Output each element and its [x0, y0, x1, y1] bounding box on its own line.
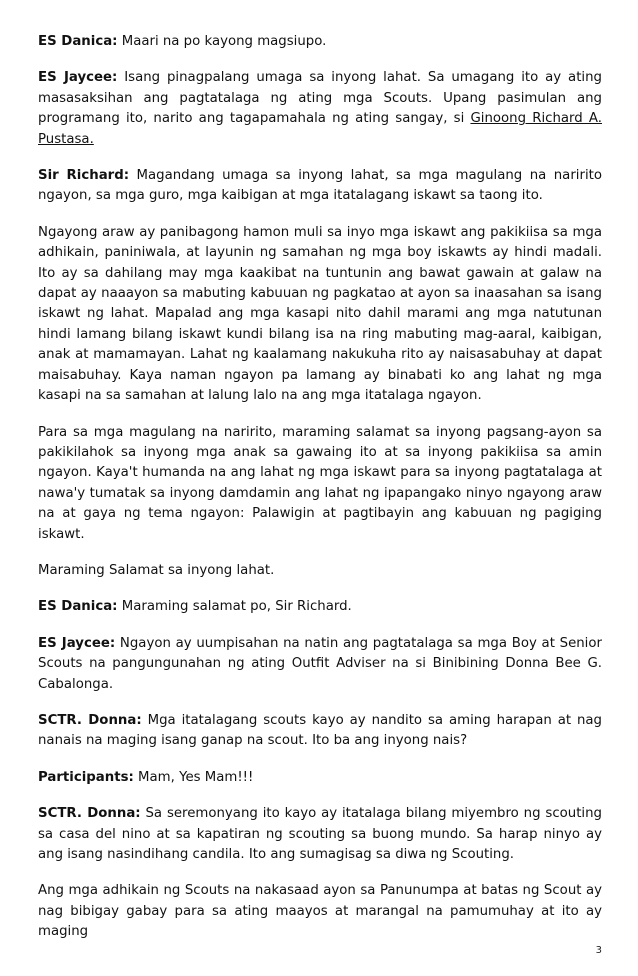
body-paragraph: Ang mga adhikain ng Scouts na nakasaad ayon sa Panunumpa at batas ng Scout ay nag bibigay gabay para sa ating maayos at marangal na pamumuhay at ito ay maging: [38, 883, 602, 940]
body-paragraph: Ngayong araw ay panibagong hamon muli sa inyo mga iskawt ang pakikiisa sa mga adhikain, paniniwala, at layunin ng samahan ng mga boy iskawts ay hindi madali. Ito ay sa dahilang may mga kaakibat na tuntunin ang bawat gawain at galaw na dapat ay naaayon sa mabuting kabuuan ng pagkatao at ayon sa inaasahan sa isang iskawt ng lahat. Mapalad ang mga kasapi nito dahil marami ang mga natutunan hindi lamang bilang iskawt kundi bilang isa na ring mabuting mag-aaral, kaibigan, anak at mamamayan. Lahat ng kaalamang nakukuha rito ay naisasabuhay at dapat maisabuhay. Kaya naman ngayon pa lamang ay binabati ko ang lahat ng mga kasapi na sa samahan at lalung lalo na ang mga itatalaga ngayon.: [38, 224, 602, 404]
dialogue-paragraph: [38, 597, 602, 617]
dialogue-text: Sa seremonyang ito kayo ay itatalaga bilang miyembro ng scouting sa casa del nino at sa kapatiran ng scouting sa buong mundo. Sa harap ninyo ay ang isang nasindihang candila. Ito ang sumagisag sa diwa ng Scouting.: [38, 806, 602, 862]
dialogue-text: Mam, Yes Mam!!!: [133, 769, 254, 785]
dialogue-text: Ngayon ay uumpisahan na natin ang pagtatalaga sa mga Boy at Senior Scouts na pangungunahan ng ating Outfit Adviser na si Binibining Donna Bee G. Cabalonga.: [38, 635, 602, 692]
dialogue-paragraph: [38, 634, 602, 695]
speaker-label: ES Danica:: [38, 34, 118, 49]
body-paragraph: Maraming Salamat sa inyong lahat.: [38, 562, 275, 578]
dialogue-text: Maari na po kayong magsiupo.: [117, 34, 327, 49]
dialogue-paragraph: [38, 804, 602, 865]
page-number: 3: [595, 945, 602, 956]
body-paragraph: Para sa mga magulang na naririto, maraming salamat sa inyong pagsang-ayon sa pakikilahok sa inyong mga anak sa gawaing ito at sa inyong pakikiisa sa amin ngayon. Kaya't humanda na ang lahat ng mga iskawt para sa inyong pagtatalaga at nawa'y tumatak sa inyong damdamin ang lahat ng ipapangako ninyo ngayong araw na at gaya ng tema ngayon: Palawigin at pagtibayin ang kabuuan ng pagiging iskawt.: [38, 424, 602, 542]
speaker-label: ES Jaycee:: [38, 70, 118, 86]
dialogue-text: Maraming salamat po, Sir Richard.: [117, 599, 352, 615]
dialogue-paragraph: [38, 166, 602, 207]
dialogue-text: Mga itatalagang scouts kayo ay nandito sa aming harapan at nag nanais na maging isang ganap na scout. Ito ba ang inyong nais?: [38, 712, 602, 749]
underlined-name: Ginoong Richard A. Pustasa.: [38, 111, 602, 147]
dialogue-paragraph: [38, 68, 602, 150]
speaker-label: Sir Richard:: [38, 168, 130, 184]
speaker-label: SCTR. Donna:: [38, 806, 141, 822]
speaker-label: ES Danica:: [38, 599, 118, 615]
dialogue-paragraph: [38, 768, 602, 788]
dialogue-text: Magandang umaga sa inyong lahat, sa mga magulang na naririto ngayon, sa mga guro, mga kaibigan at mga itatalagang iskawt sa taong ito.: [38, 168, 602, 204]
speaker-label: Participants:: [38, 769, 134, 785]
dialogue-paragraph: [38, 711, 602, 752]
speaker-label: SCTR. Donna:: [38, 712, 142, 728]
speaker-label: ES Jaycee:: [38, 635, 116, 651]
dialogue-paragraph: [38, 32, 602, 52]
dialogue-text: Isang pinagpalang umaga sa inyong lahat. Sa umagang ito ay ating masasaksihan ang pagtatalaga ng ating mga Scouts. Upang pasimulan ang programang ito, narito ang tagapamahala ng ating sangay, si: [38, 70, 602, 127]
